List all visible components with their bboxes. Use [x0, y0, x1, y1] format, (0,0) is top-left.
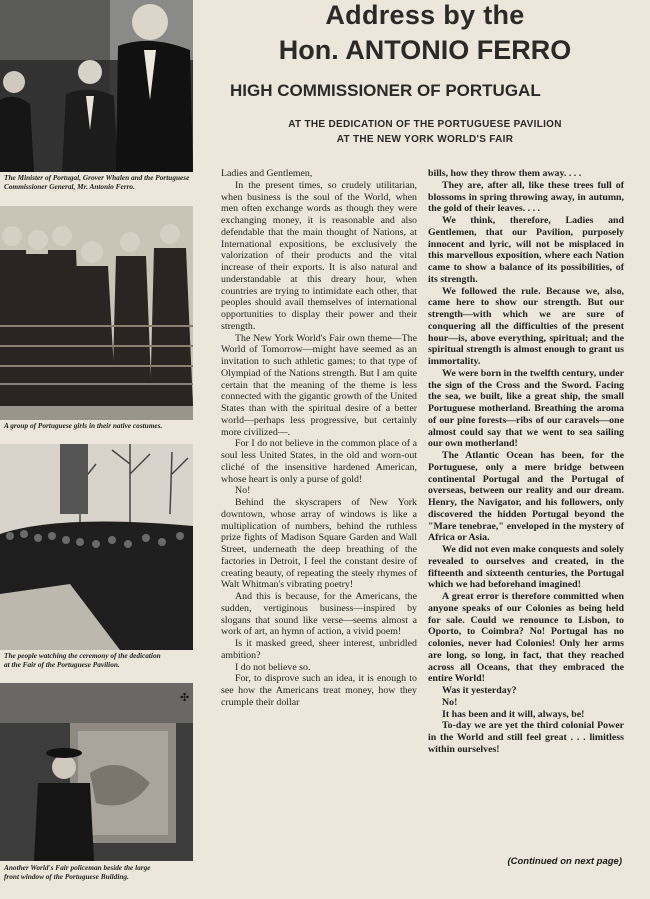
- paragraph: For, to disprove such an idea, it is enough to see how the Americans treat money, how they crumple their dollar: [221, 673, 417, 708]
- paragraph: A great error is therefore committed when anyone speaks of our Colonies as being held for sale. Could we renounce to Lisbon, to Oporto, to Coimbra? No! Portugal has no colonies, never had Colonies! Only her arms are long, so long, in fact, that they reached across all Oceans, that they embraced the entire World!: [428, 591, 624, 685]
- paragraph: Behind the skyscrapers of New York downtown, whose array of windows is like a multiplication of numbers, behind the ruthless prize fights of Madison Square Garden and Wall Street, underneath the deep breathing of the factories in Detroit, I feel the constant desire of creating beauty, of repeating the steely rhymes of Walt Whitman's vibrating poetry!: [221, 497, 417, 591]
- paragraph: In the present times, so crudely utilitarian, when business is the soul of the World, when men often exchange words as though they were exchanging money, it is reasonable and also defendable that the main thought of Nations, at International expositions, be exclusively the valorization of their products and the vital increase of their exports. It is also natural and understandable at this dreary hour, when countries are trying to intimidate each other, that peoples should avail themselves of international opportunities to display their power and their strength.: [221, 179, 417, 332]
- headline-subtitle: HIGH COMMISSIONER OF PORTUGAL: [230, 81, 541, 100]
- svg-text:✣: ✣: [180, 691, 190, 704]
- occasion-line2: AT THE NEW YORK WORLD'S FAIR: [336, 134, 514, 145]
- photo-policeman: [0, 683, 193, 861]
- paragraph: I do not believe so.: [235, 661, 311, 673]
- caption-crowd-ceremony: The people watching the ceremony of the dedication at the Fair of the Portuguese Pavilion.: [4, 651, 161, 669]
- salutation: Ladies and Gentlemen,: [221, 168, 313, 179]
- text-column-2: [428, 168, 624, 756]
- paragraph: The New York World's Fair own theme—The World of Tomorrow—might have seemed as an invitation to such athletic games; to that type of Olympiad of the Nations strength. But I am quite certain that the meaning of the theme is less connected with the gigantic growth of the United States than with the spiritual desire of a better world—perhaps less progressive, but certainly more civilized—.: [221, 332, 417, 438]
- paragraph: bills, how they throw them away. . . .: [428, 168, 582, 179]
- paragraph: The Atlantic Ocean has been, for the Portuguese, only a mere bridge between continental Portugal and the Portugal of overseas, between our reality and our dream. Henry, the Navigator, and his followers, only discovered the hidden Portugal beyond the "Mare tenebrae," enveloped in the mystery of Africa or Asia.: [428, 450, 624, 544]
- photo-officials: [0, 0, 193, 172]
- continued-note: (Continued on next page): [507, 856, 622, 867]
- paragraph: They are, after all, like these trees full of blossoms in spring throwing away, in autumn, the gold of their leaves. . . .: [428, 179, 624, 215]
- occasion-line1: AT THE DEDICATION OF THE PORTUGUESE PAVILION: [288, 119, 562, 130]
- paragraph: We followed the rule. Because we, also, came here to show our strength. But our strength—with which we are sure of conquering all the difficulties of the present hour—is, above everything, spiritual; and the spiritual strength is almost enough to grant us immortality.: [428, 285, 624, 367]
- paragraph: We were born in the twelfth century, under the sign of the Cross and the Sword. Facing the sea, we built, like a great ship, the small Portuguese motherland. Breathing the aroma of our pine forests—ribs of our caravels—one almost could say that we went to sea sailing our own motherland!: [428, 367, 624, 450]
- paragraph: For I do not believe in the common place of a soul less United States, in the old and worn-out cliché of the insensitive hardened American, whose heart is only a purse of gold!: [221, 438, 417, 485]
- paragraph: We did not even make conquests and solely revealed to ourselves and created, in the fifteenth and sixteenth centuries, the Portugal which we had beforehand imagined!: [428, 544, 624, 591]
- photo-crowd-ceremony: [0, 444, 193, 650]
- paragraph: No!: [442, 696, 458, 708]
- photo-portuguese-girls: [0, 206, 193, 420]
- headline-line2: Hon. ANTONIO FERRO: [278, 35, 572, 65]
- paragraph: No!: [235, 485, 251, 497]
- caption-portuguese-girls: A group of Portuguese girls in their native costumes.: [4, 421, 163, 430]
- paragraph: To-day we are yet the third colonial Power in the World and still feel great . . . limitless within ourselves!: [428, 720, 624, 755]
- paragraph: And this is because, for the Americans, the sudden, vertiginous business—inspired by slogans that sound like verse—seems almost a work of art, an hymn of action, a vivid poem!: [221, 591, 417, 638]
- caption-policeman: Another World's Fair policeman beside the large front window of the Portuguese Building.: [4, 863, 151, 881]
- text-column-1: [221, 168, 417, 709]
- paragraph: Was it yesterday?: [442, 685, 517, 696]
- headline-line1: Address by the: [325, 0, 525, 30]
- paragraph: We think, therefore, Ladies and Gentlemen, that our Pavilion, purposely innocent and lyric, will not be misplaced in this marvellous exposition, where each Nation came to show a balance of its possibilities, of its strength.: [428, 215, 624, 285]
- caption-officials: The Minister of Portugal, Grover Whalen and the Portuguese Commissioner General, Mr. Antonio Ferro.: [4, 173, 190, 191]
- paragraph: It has been and it will, always, be!: [442, 708, 585, 720]
- paragraph: Is it masked greed, sheer interest, unbridled ambition?: [221, 638, 417, 661]
